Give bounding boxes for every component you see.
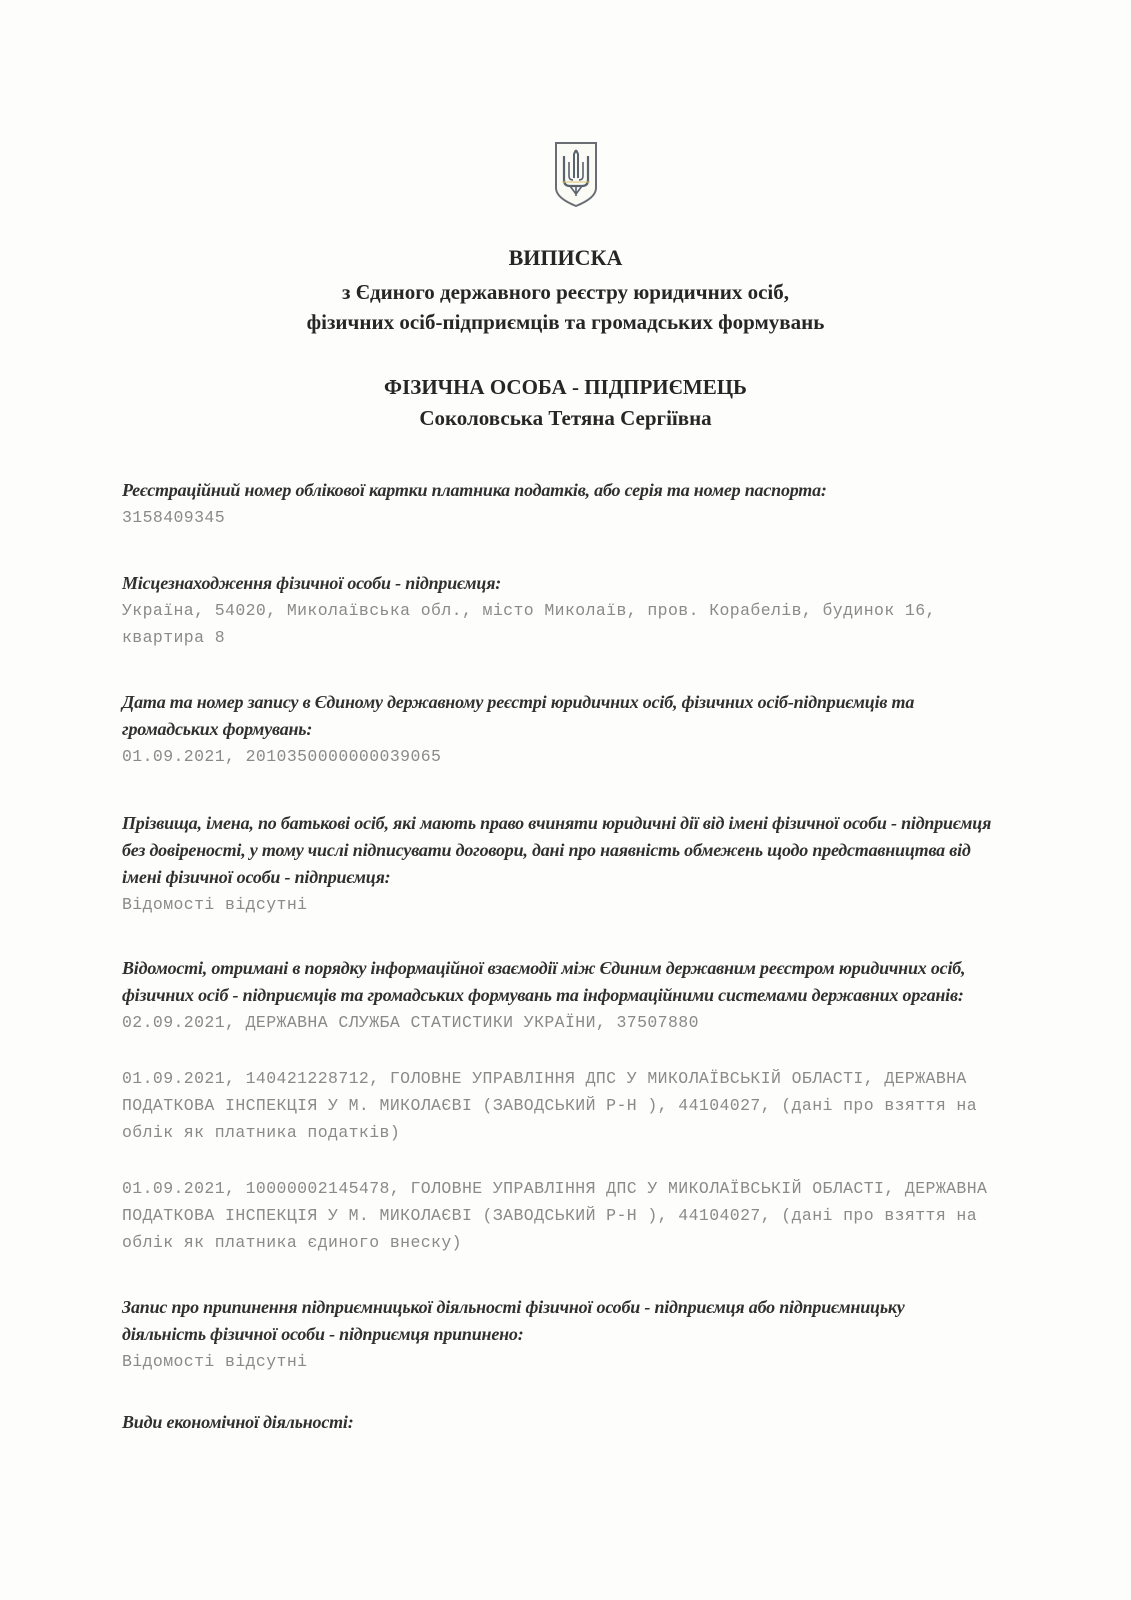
- section-value: 01.09.2021, 2010350000000039065: [122, 747, 442, 766]
- section-value: 02.09.2021, ДЕРЖАВНА СЛУЖБА СТАТИСТИКИ УКРАЇНИ, 37507880: [122, 1013, 699, 1032]
- entity-name: Соколовська Тетяна Сергіївна: [419, 406, 712, 430]
- section-tax-number: [122, 477, 1002, 531]
- subtitle-line-2: фізичних осіб-підприємців та громадських формувань: [306, 310, 825, 334]
- section-label: Реєстраційний номер облікової картки платника податків, або серія та номер паспорта:: [122, 480, 827, 500]
- document-subtitle: [0, 277, 1131, 337]
- section-value: 01.09.2021, 140421228712, ГОЛОВНЕ УПРАВЛІННЯ ДПС У МИКОЛАЇВСЬКІЙ ОБЛАСТІ, ДЕРЖАВНА ПОДАТКОВА ІНСПЕКЦІЯ У М. МИКОЛАЄВІ (ЗАВОДСЬКИЙ Р-Н ), 44104027, (дані про взяття на облік як платника податків): [122, 1069, 988, 1142]
- section-label: Види економічної діяльності:: [122, 1412, 354, 1432]
- section-termination: [122, 1294, 1002, 1375]
- section-location: [122, 570, 1002, 651]
- section-value: 01.09.2021, 10000002145478, ГОЛОВНЕ УПРАВЛІННЯ ДПС У МИКОЛАЇВСЬКІЙ ОБЛАСТІ, ДЕРЖАВНА ПОДАТКОВА ІНСПЕКЦІЯ У М. МИКОЛАЄВІ (ЗАВОДСЬКИЙ Р-Н ), 44104027, (дані про взяття на облік як платника єдиного внеску): [122, 1179, 998, 1252]
- section-label: Дата та номер запису в Єдиному державному реєстрі юридичних осіб, фізичних осіб-підприємців та громадських формувань:: [122, 692, 915, 739]
- entity-type: ФІЗИЧНА ОСОБА - ПІДПРИЄМЕЦЬ: [384, 375, 747, 399]
- section-interaction-info: [122, 955, 1002, 1256]
- section-value: Відомості відсутні: [122, 1352, 308, 1371]
- document-title: ВИПИСКА: [508, 245, 623, 270]
- section-registration-record: [122, 689, 1002, 770]
- section-label: Місцезнаходження фізичної особи - підприємця:: [122, 573, 502, 593]
- section-label: Прізвища, імена, по батькові осіб, які мають право вчиняти юридичні дії від імені фізичної особи - підприємця без довіреності, у тому числі підписувати договори, дані про наявність обмежень щодо представництва від імені фізичної особи - підприємця:: [122, 813, 992, 887]
- subtitle-line-1: з Єдиного державного реєстру юридичних осіб,: [342, 280, 789, 304]
- section-authorized-persons: [122, 810, 1002, 918]
- section-value: 3158409345: [122, 508, 226, 527]
- trident-coat-of-arms-icon: [553, 140, 599, 208]
- section-label: Запис про припинення підприємницької діяльності фізичної особи - підприємця або підприємницьку діяльність фізичної особи - підприємця припинено:: [122, 1297, 905, 1344]
- section-value: Відомості відсутні: [122, 895, 308, 914]
- section-label: Відомості, отримані в порядку інформаційної взаємодії між Єдиним державним реєстром юридичних осіб, фізичних осіб - підприємців та громадських формувань та інформаційними системами державних органів:: [122, 958, 966, 1005]
- section-value: Україна, 54020, Миколаївська обл., місто Миколаїв, пров. Корабелів, будинок 16, квартира 8: [122, 601, 947, 647]
- section-economic-activities: [122, 1409, 1002, 1436]
